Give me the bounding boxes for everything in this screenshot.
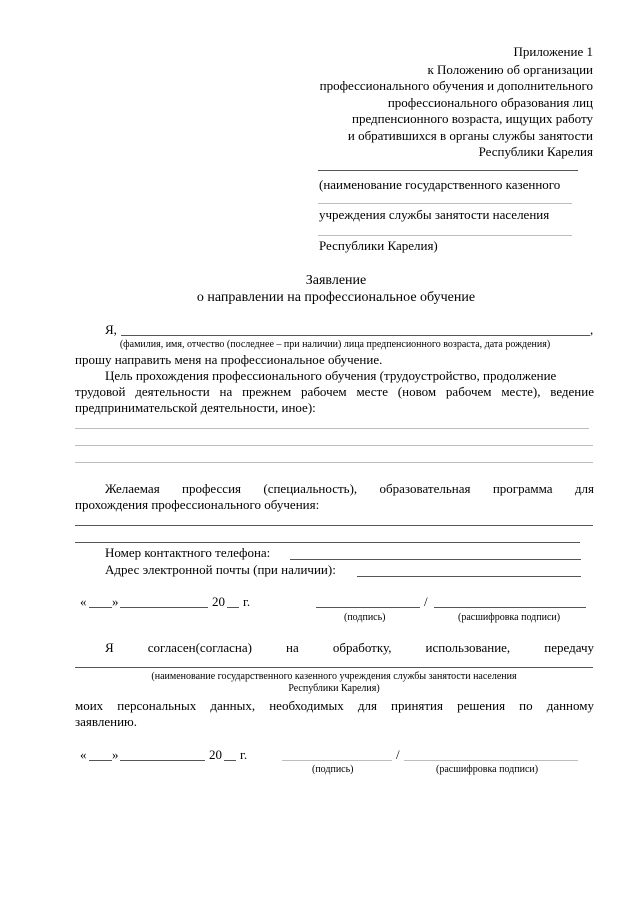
decode-caption-1: (расшифровка подписи) xyxy=(458,612,561,623)
addressee-line-1[interactable] xyxy=(318,170,578,171)
date-open-quote-1: « xyxy=(80,594,87,609)
goal-line-2: трудовой деятельности на прежнем рабочем месте (новом рабочем месте), ведение xyxy=(75,384,594,399)
date-month-field-1[interactable] xyxy=(120,607,208,608)
signature-field-2[interactable] xyxy=(282,760,392,761)
slash-2: / xyxy=(396,747,400,762)
phone-field[interactable] xyxy=(290,559,581,560)
signature-caption-2: (подпись) xyxy=(312,764,354,775)
document-subtitle: о направлении на профессиональное обучение xyxy=(196,290,476,305)
profession-line-1: Желаемая профессия (специальность), образовательная программа для xyxy=(105,481,594,496)
consent-org-caption-1: (наименование государственного казенного учреждения службы занятости населения xyxy=(151,671,517,682)
appendix-line-2: к Положению об организации xyxy=(427,62,593,77)
appendix-line-7: Республики Карелия xyxy=(478,144,593,159)
decode-caption-2: (расшифровка подписи) xyxy=(436,764,539,775)
consent-org-field[interactable] xyxy=(75,667,593,668)
i-suffix: , xyxy=(590,322,594,337)
addressee-line-3[interactable] xyxy=(318,235,572,236)
goal-answer-line-2[interactable] xyxy=(75,445,593,446)
goal-line-1: Цель прохождения профессионального обучения (трудоустройство, продолжение xyxy=(105,368,557,383)
profession-line-2: прохождения профессионального обучения: xyxy=(75,497,320,512)
date-open-quote-2: « xyxy=(80,747,87,762)
date-close-quote-1: » xyxy=(112,594,119,609)
date-month-field-2[interactable] xyxy=(120,760,205,761)
date-year-prefix-1: 20 xyxy=(212,594,225,609)
profession-answer-line-2[interactable] xyxy=(75,542,580,543)
signature-decode-field-1[interactable] xyxy=(434,607,586,608)
email-label: Адрес электронной почты (при наличии): xyxy=(105,562,336,577)
consent-line-2: моих персональных данных, необходимых для принятия решения по данному xyxy=(75,698,594,713)
date-day-field-2[interactable] xyxy=(89,760,112,761)
addressee-caption-2: учреждения службы занятости населения xyxy=(319,207,550,222)
goal-line-3: предпринимательской деятельности, иное): xyxy=(75,400,316,415)
consent-line-3: заявлению. xyxy=(75,714,137,729)
appendix-line-3: профессионального обучения и дополнительного xyxy=(319,78,593,93)
addressee-line-2[interactable] xyxy=(318,203,572,204)
profession-answer-line-1[interactable] xyxy=(75,525,593,526)
signature-caption-1: (подпись) xyxy=(344,612,386,623)
appendix-line-4: профессионального образования лиц xyxy=(387,95,593,110)
signature-field-1[interactable] xyxy=(316,607,420,608)
request-text: прошу направить меня на профессиональное обучение. xyxy=(75,352,383,367)
i-prefix: Я, xyxy=(105,322,117,337)
applicant-name-field[interactable] xyxy=(121,335,590,336)
date-day-field-1[interactable] xyxy=(89,607,112,608)
date-year-prefix-2: 20 xyxy=(209,747,222,762)
document-title: Заявление xyxy=(305,273,367,288)
name-caption: (фамилия, имя, отчество (последнее – при наличии) лица предпенсионного возраста, дата рождения) xyxy=(119,339,551,350)
appendix-line-1: Приложение 1 xyxy=(513,44,593,59)
appendix-line-6: и обратившихся в органы службы занятости xyxy=(347,128,593,143)
email-field[interactable] xyxy=(357,576,581,577)
date-year-suffix-1: г. xyxy=(243,594,251,609)
consent-line-1: Я согласен(согласна) на обработку, использование, передачу xyxy=(105,640,594,655)
addressee-caption-3: Республики Карелия) xyxy=(319,238,438,253)
consent-org-caption-2: Республики Карелия) xyxy=(288,683,380,694)
date-year-field-2[interactable] xyxy=(224,760,236,761)
addressee-caption-1: (наименование государственного казенного xyxy=(319,177,561,192)
date-year-suffix-2: г. xyxy=(240,747,248,762)
signature-decode-field-2[interactable] xyxy=(404,760,578,761)
date-close-quote-2: » xyxy=(112,747,119,762)
slash-1: / xyxy=(424,594,428,609)
goal-answer-line-1[interactable] xyxy=(75,428,589,429)
date-year-field-1[interactable] xyxy=(227,607,239,608)
phone-label: Номер контактного телефона: xyxy=(105,545,271,560)
appendix-line-5: предпенсионного возраста, ищущих работу xyxy=(352,111,593,126)
goal-answer-line-3[interactable] xyxy=(75,462,593,463)
